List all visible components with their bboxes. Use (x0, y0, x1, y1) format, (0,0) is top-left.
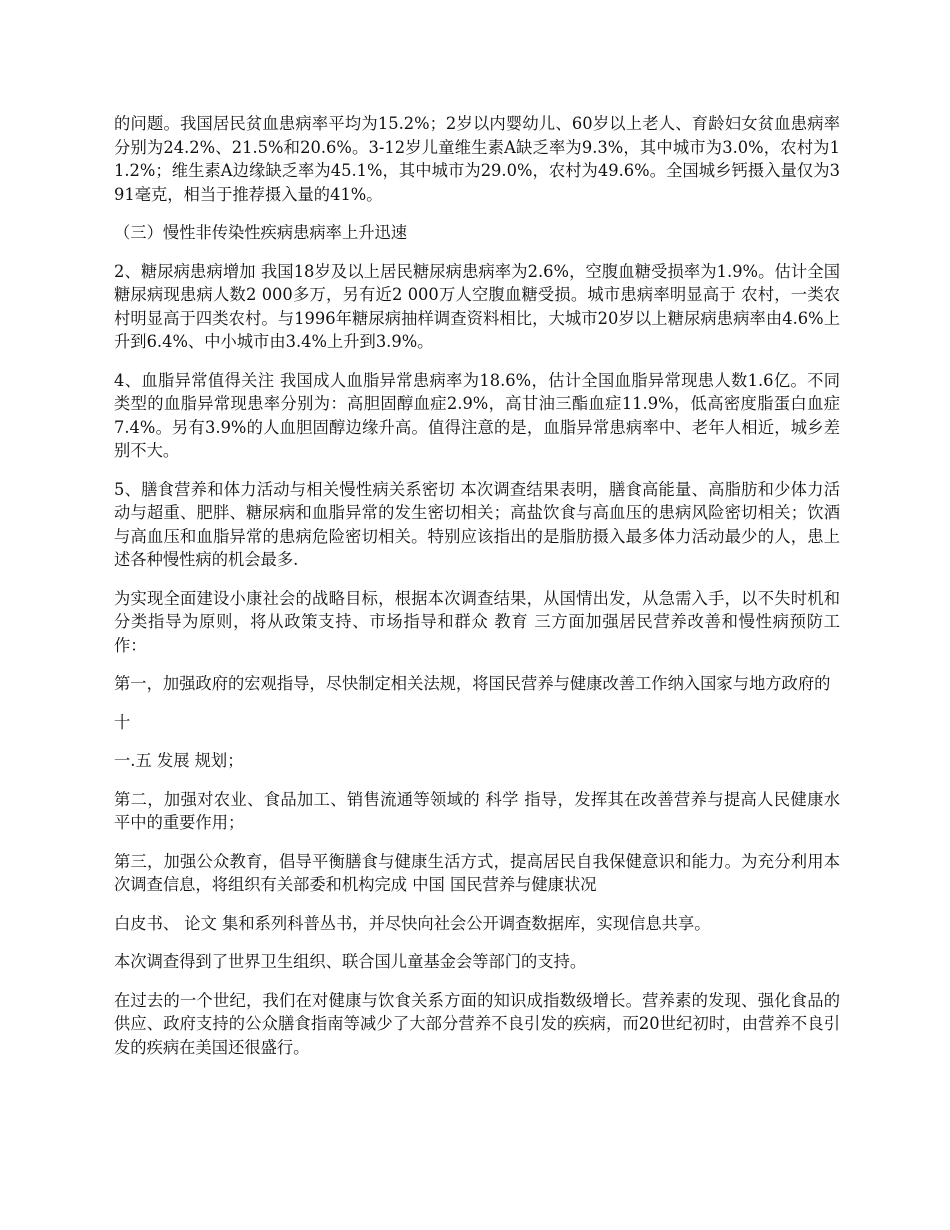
paragraph-five-year-plan: 一.五 发展 规划； (114, 751, 244, 770)
paragraph-ten: 十 (114, 712, 131, 732)
paragraph-anemia-stats: 的问题。我国居民贫血患病率平均为15.2%；2岁以内婴幼儿、60岁以上老人、育龄妇女贫血患病率分别为24.2%、21.5%和20.6%。3-12岁儿童维生素A缺乏率为9.3%，其中城市为3.0%，农村为11.2%；维生素A边缘缺乏率为45.1%，其中城市为29.0%，农村为49.6%。全国城乡钙摄入量仅为391毫克，相当于推荐摄入量的41%。 (114, 114, 840, 204)
paragraph-white-paper: 白皮书、 论文 集和系列科普丛书，并尽快向社会公开调查数据库，实现信息共享。 (114, 913, 711, 933)
paragraph-third-measure: 第三，加强公众教育，倡导平衡膳食与健康生活方式，提高居民自我保健意识和能力。为充分利用本次调查信息，将组织有关部委和机构完成 中国 国民营养与健康状况 (114, 851, 840, 894)
section-heading-chronic-disease: （三）慢性非传染性疾病患病率上升迅速 (114, 223, 408, 242)
paragraph-support: 本次调查得到了世界卫生组织、联合国儿童基金会等部门的支持。 (114, 952, 587, 971)
document-page (114, 112, 840, 1074)
paragraph-dyslipidemia: 4、血脂异常值得关注 我国成人血脂异常患病率为18.6%，估计全国血脂异常现患人数1.6亿。不同类型的血脂异常现患率分别为：高胆固醇血症2.9%，高甘油三酯血症11.9%，低高密度脂蛋白血症7.4%。另有3.9%的人血胆固醇边缘升高。值得注意的是，血脂异常患病率中、老年人相近，城乡差别不大。 (114, 370, 840, 460)
paragraph-diet-activity: 5、膳食营养和体力活动与相关慢性病关系密切 本次调查结果表明，膳食高能量、高脂肪和少体力活动与超重、肥胖、糖尿病和血脂异常的发生密切相关；高盐饮食与高血压的患病风险密切相关；饮酒与高血压和血脂异常的患病危险密切相关。特别应该指出的是脂肪摄入最多体力活动最少的人，患上述各种慢性病的机会最多. (114, 479, 840, 569)
paragraph-history: 在过去的一个世纪，我们在对健康与饮食关系方面的知识成指数级增长。营养素的发现、强化食品的供应、政府支持的公众膳食指南等减少了大部分营养不良引发的疾病，而20世纪初时，由营养不良引发的疾病在美国还很盛行。 (114, 990, 840, 1057)
paragraph-diabetes: 2、糖尿病患病增加 我国18岁及以上居民糖尿病患病率为2.6%，空腹血糖受损率为1.9%。估计全国糖尿病现患病人数2 000多万，另有近2 000万人空腹血糖受损。城市患病率明显高于 农村，一类农村明显高于四类农村。与1996年糖尿病抽样调查资料相比，大城市20岁以上糖尿病患病率由4.6%上升到6.4%、中小城市由3.4%上升到3.9%。 (114, 261, 840, 351)
paragraph-strategy: 为实现全面建设小康社会的战略目标，根据本次调查结果，从国情出发，从急需入手，以不失时机和分类指导为原则，将从政策支持、市场指导和群众 教育 三方面加强居民营养改善和慢性病预防工作： (114, 588, 840, 655)
paragraph-first-measure: 第一，加强政府的宏观指导，尽快制定相关法规，将国民营养与健康改善工作纳入国家与地方政府的 (114, 674, 831, 693)
paragraph-second-measure: 第二，加强对农业、食品加工、销售流通等领域的 科学 指导，发挥其在改善营养与提高人民健康水平中的重要作用； (114, 789, 840, 832)
